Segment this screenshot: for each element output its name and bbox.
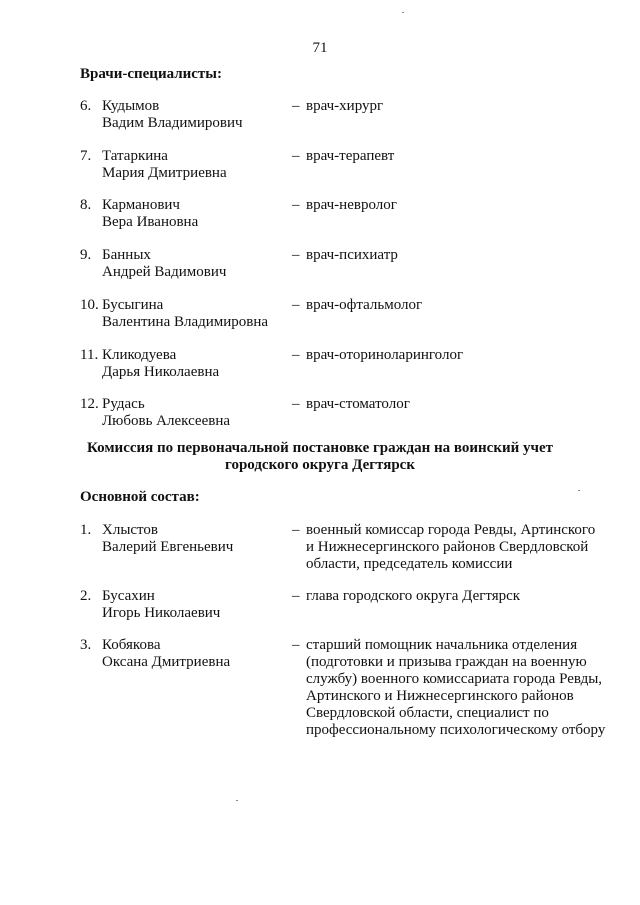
scan-speck	[402, 12, 404, 13]
given-names: Андрей Вадимович	[102, 264, 227, 280]
item-number: 2.	[80, 588, 92, 604]
role-line: врач-стоматолог	[306, 396, 410, 412]
person-name	[102, 588, 282, 622]
dash: –	[292, 522, 300, 538]
dash: –	[292, 247, 300, 263]
given-names: Вера Ивановна	[102, 214, 199, 230]
person-name	[102, 197, 282, 231]
surname: Кликодуева	[102, 347, 177, 363]
surname: Татаркина	[102, 148, 168, 164]
given-names: Игорь Николаевич	[102, 605, 221, 621]
given-names: Валерий Евгеньевич	[102, 539, 234, 555]
commission-title	[0, 440, 640, 474]
surname: Хлыстов	[102, 522, 158, 538]
role-line: профессиональному психологическому отбору	[306, 722, 606, 738]
role-line: врач-оториноларинголог	[306, 347, 464, 363]
role	[306, 197, 626, 214]
given-names: Оксана Дмитриевна	[102, 654, 231, 670]
role-line: врач-офтальмолог	[306, 297, 423, 313]
surname: Бусыгина	[102, 297, 164, 313]
person-name	[102, 297, 282, 331]
given-names: Дарья Николаевна	[102, 364, 220, 380]
dash: –	[292, 197, 300, 213]
given-names: Валентина Владимировна	[102, 314, 269, 330]
person-name	[102, 98, 282, 132]
item-number: 10.	[80, 297, 99, 313]
role	[306, 247, 626, 264]
person-name	[102, 347, 282, 381]
scan-speck	[578, 490, 580, 491]
role-line: врач-невролог	[306, 197, 397, 213]
section-heading-specialists: Врачи-специалисты:	[80, 66, 223, 82]
item-number: 3.	[80, 637, 92, 653]
dash: –	[292, 98, 300, 114]
item-number: 1.	[80, 522, 92, 538]
surname: Кобякова	[102, 637, 161, 653]
role	[306, 297, 626, 314]
dash: –	[292, 297, 300, 313]
role	[306, 347, 626, 364]
surname: Карманович	[102, 197, 180, 213]
item-number: 12.	[80, 396, 99, 412]
role-line: старший помощник начальника отделения	[306, 637, 578, 653]
commission-title-line: Комиссия по первоначальной постановке граждан на воинский учет	[87, 440, 553, 456]
role-line: глава городского округа Дегтярск	[306, 588, 521, 604]
person-name	[102, 247, 282, 281]
role-line: службу) военного комиссариата города Ревды,	[306, 671, 603, 687]
role-line: Артинского и Нижнесергинского районов	[306, 688, 574, 704]
given-names: Вадим Владимирович	[102, 115, 243, 131]
surname: Рудась	[102, 396, 145, 412]
dash: –	[292, 148, 300, 164]
role-line: Свердловской области, специалист по	[306, 705, 549, 721]
surname: Кудымов	[102, 98, 160, 114]
role	[306, 396, 626, 413]
page-number: 71	[312, 40, 328, 56]
role-line: (подготовки и призыва граждан на военную	[306, 654, 587, 670]
given-names: Мария Дмитриевна	[102, 165, 227, 181]
surname: Бусахин	[102, 588, 155, 604]
item-number: 7.	[80, 148, 92, 164]
person-name	[102, 396, 282, 430]
dash: –	[292, 588, 300, 604]
item-number: 11.	[80, 347, 99, 363]
dash: –	[292, 396, 300, 412]
person-name	[102, 148, 282, 182]
role	[306, 522, 626, 573]
role-line: области, председатель комиссии	[306, 556, 513, 572]
role-line: и Нижнесергинского районов Свердловской	[306, 539, 589, 555]
role-line: военный комиссар города Ревды, Артинского	[306, 522, 596, 538]
given-names: Любовь Алексеевна	[102, 413, 230, 429]
role-line: врач-психиатр	[306, 247, 398, 263]
item-number: 6.	[80, 98, 92, 114]
role-line: врач-терапевт	[306, 148, 395, 164]
dash: –	[292, 637, 300, 653]
role	[306, 588, 626, 605]
role-line: врач-хирург	[306, 98, 384, 114]
role	[306, 98, 626, 115]
section-heading-main-composition: Основной состав:	[80, 489, 200, 505]
item-number: 8.	[80, 197, 92, 213]
scan-speck	[236, 800, 238, 801]
surname: Банных	[102, 247, 151, 263]
person-name	[102, 522, 282, 556]
role	[306, 637, 626, 739]
item-number: 9.	[80, 247, 92, 263]
role	[306, 148, 626, 165]
commission-title-line: городского округа Дегтярск	[225, 457, 415, 473]
person-name	[102, 637, 282, 671]
dash: –	[292, 347, 300, 363]
